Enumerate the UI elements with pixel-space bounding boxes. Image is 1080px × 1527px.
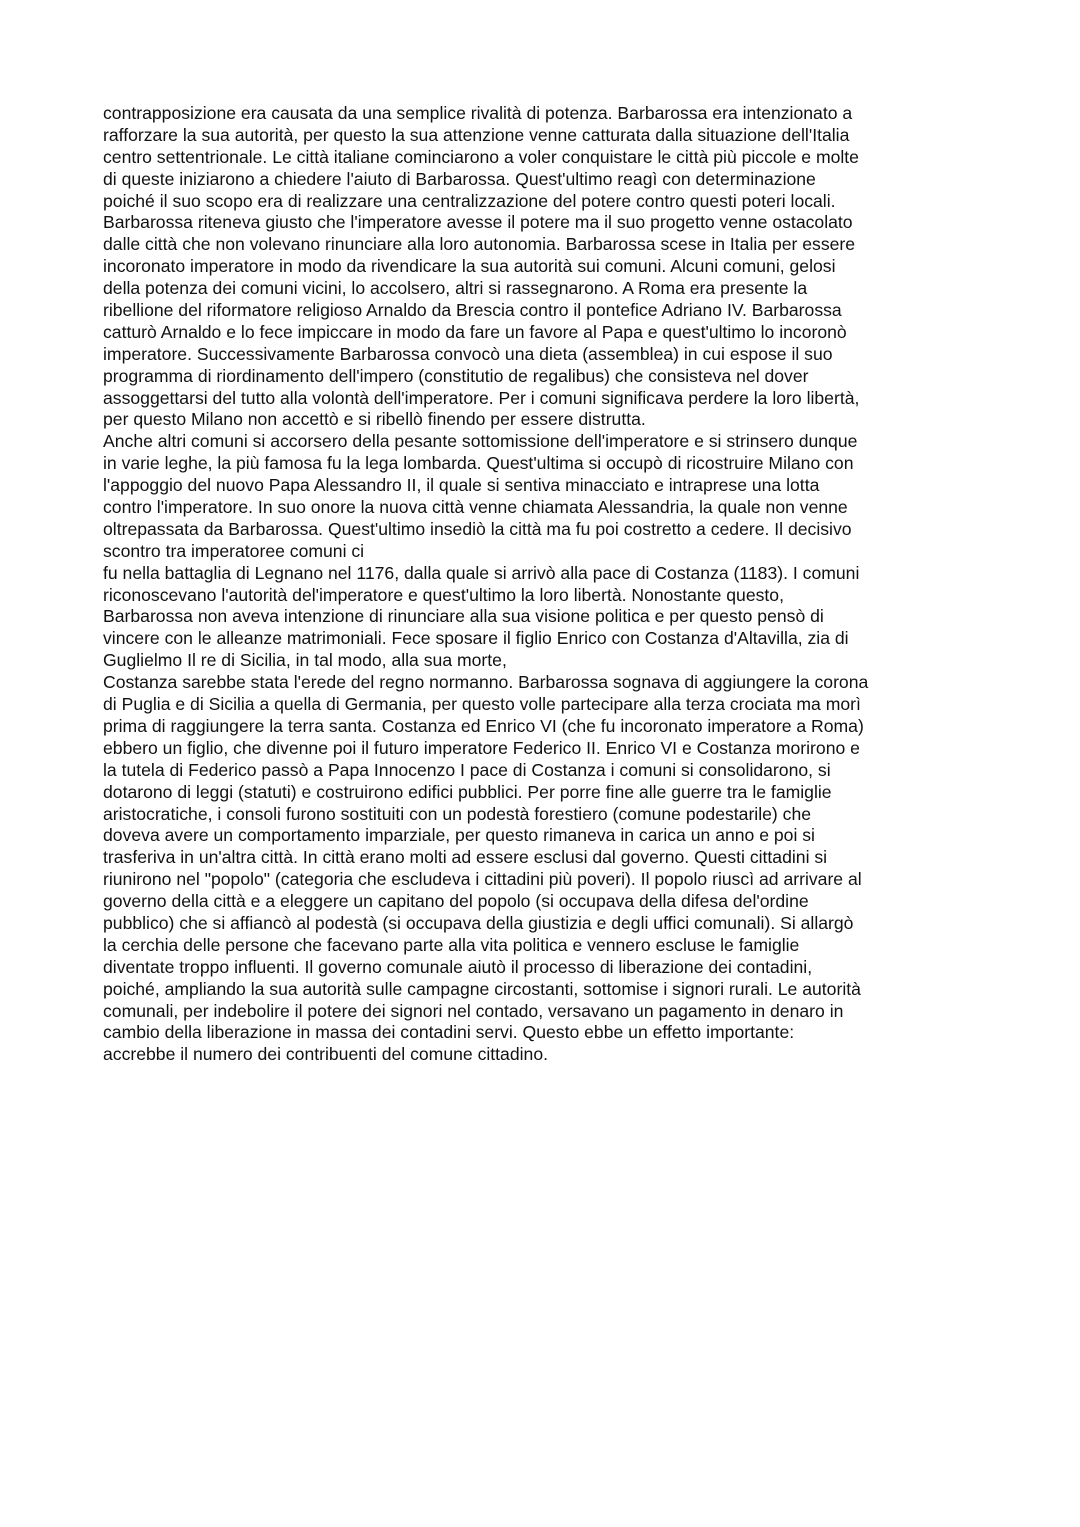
text-line: dotarono di leggi (statuti) e costruirono edifici pubblici. Per porre fine alle guerre tra le famiglie [103,781,832,802]
text-line: Barbarossa riteneva giusto che l'imperatore avesse il potere ma il suo progetto venne ostacolato [103,212,853,233]
text-line: Anche altri comuni si accorsero della pesante sottomissione dell'imperatore e si strinsero dunque [103,431,858,452]
text-line: Guglielmo Il re di Sicilia, in tal modo, alla sua morte, [103,650,507,671]
text-line: cambio della liberazione in massa dei contadini servi. Questo ebbe un effetto importante: [103,1022,795,1043]
text-line: contrapposizione era causata da una semplice rivalità di potenza. Barbarossa era intenzionato a [103,103,853,123]
text-line: scontro tra imperatoree comuni ci [103,540,365,561]
text-line: per questo Milano non accettò e si ribellò finendo per essere distrutta. [103,409,646,430]
text-line: Costanza sarebbe stata l'erede del regno normanno. Barbarossa sognava di aggiungere la corona [103,672,869,693]
text-line: ribellione del riformatore religioso Arnaldo da Brescia contro il pontefice Adriano IV. Barbarossa [103,300,842,321]
text-line: della potenza dei comuni vicini, lo accolsero, altri si rassegnarono. A Roma era presente la [103,278,808,299]
text-line: contro l'imperatore. In suo onore la nuova città venne chiamata Alessandria, la quale non venne [103,497,848,518]
text-line: diventate troppo influenti. Il governo comunale aiutò il processo di liberazione dei contadini, [103,956,813,977]
text-line: l'appoggio del nuovo Papa Alessandro II, il quale si sentiva minacciato e intraprese una lotta [103,475,820,496]
text-line: in varie leghe, la più famosa fu la lega lombarda. Quest'ultima si occupò di ricostruire Milano con [103,453,854,474]
text-line: accrebbe il numero dei contribuenti del comune cittadino. [103,1044,548,1065]
body-text [103,103,983,1066]
text-line: la cerchia delle persone che facevano parte alla vita politica e vennero escluse le famiglie [103,934,800,955]
text-line: programma di riordinamento dell'impero (constitutio de regalibus) che consisteva nel dover [103,365,809,386]
text-line: catturò Arnaldo e lo fece impiccare in modo da fare un favore al Papa e quest'ultimo lo incoronò [103,321,847,342]
text-line: dalle città che non volevano rinunciare alla loro autonomia. Barbarossa scese in Italia per essere [103,234,856,255]
text-line: prima di raggiungere la terra santa. Costanza ed Enrico VI (che fu incoronato imperatore a Roma) [103,715,864,736]
text-line: di Puglia e di Sicilia a quella di Germania, per questo volle partecipare alla terza crociata ma morì [103,694,861,715]
text-line: comunali, per indebolire il potere dei signori nel contado, versavano un pagamento in denaro in [103,1000,844,1021]
text-line: fu nella battaglia di Legnano nel 1176, dalla quale si arrivò alla pace di Costanza (1183). I comuni [103,562,860,583]
text-line: vincere con le alleanze matrimoniali. Fece sposare il figlio Enrico con Costanza d'Altavilla, zia di [103,628,849,649]
text-line: ebbero un figlio, che divenne poi il futuro imperatore Federico II. Enrico VI e Costanza morirono e [103,737,860,758]
text-line: assoggettarsi del tutto alla volontà dell'imperatore. Per i comuni significava perdere la loro libertà, [103,387,860,408]
text-line: oltrepassata da Barbarossa. Quest'ultimo insediò la città ma fu poi costretto a cedere. Il decisivo [103,518,852,539]
text-line: poiché il suo scopo era di realizzare una centralizzazione del potere contro questi poteri locali. [103,190,836,211]
text-line: pubblico) che si affiancò al podestà (si occupava della giustizia e degli uffici comunali). Si allargò [103,912,854,933]
text-line: la tutela di Federico passò a Papa Innocenzo I pace di Costanza i comuni si consolidarono, si [103,759,831,780]
text-line: poiché, ampliando la sua autorità sulle campagne circostanti, sottomise i signori rurali. Le autorità [103,978,861,999]
text-line: di queste iniziarono a chiedere l'aiuto di Barbarossa. Quest'ultimo reagì con determinazione [103,168,816,189]
text-line: riconoscevano l'autorità del'imperatore e quest'ultimo la loro libertà. Nonostante questo, [103,584,784,605]
text-line: aristocratiche, i consoli furono sostituiti con un podestà forestiero (comune podestarile) che [103,803,812,824]
text-line: governo della città e a eleggere un capitano del popolo (si occupava della difesa del'ordine [103,891,809,912]
text-line: trasferiva in un'altra città. In città erano molti ad essere esclusi dal governo. Questi cittadini si [103,847,828,868]
text-line: incoronato imperatore in modo da rivendicare la sua autorità sui comuni. Alcuni comuni, gelosi [103,256,836,277]
text-line: rafforzare la sua autorità, per questo la sua attenzione venne catturata dalla situazione dell'Italia [103,124,850,145]
text-line: imperatore. Successivamente Barbarossa convocò una dieta (assemblea) in cui espose il suo [103,343,833,364]
text-line: riunirono nel "popolo" (categoria che escludeva i cittadini più poveri). Il popolo riuscì ad arrivare al [103,869,862,890]
text-line: doveva avere un comportamento imparziale, per questo rimaneva in carica un anno e poi si [103,825,815,846]
text-line: centro settentrionale. Le città italiane cominciarono a voler conquistare le città più piccole e molte [103,146,859,167]
text-line: Barbarossa non aveva intenzione di rinunciare alla sua visione politica e per questo pensò di [103,606,824,627]
